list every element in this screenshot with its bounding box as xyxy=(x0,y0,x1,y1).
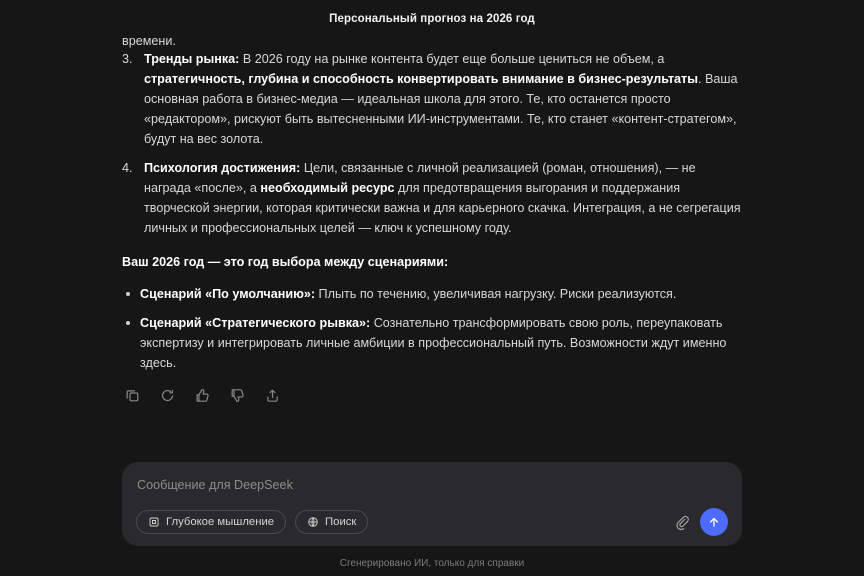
list-item xyxy=(122,159,742,239)
message-action-bar xyxy=(122,387,742,404)
thumbs-up-icon xyxy=(194,387,211,404)
clipped-text-line: времени. xyxy=(122,34,176,48)
deep-thinking-label: Глубокое мышление xyxy=(166,516,275,528)
thumbs-up-button[interactable] xyxy=(194,387,211,404)
composer-container xyxy=(122,462,742,550)
list-marker: 3. xyxy=(122,52,133,66)
composer-toolbar xyxy=(136,508,728,536)
page-title: Персональный прогноз на 2026 год xyxy=(329,13,535,25)
list-item xyxy=(122,314,742,374)
bullet-dot-icon xyxy=(126,292,130,296)
text-bold: Сценарий «По умолчанию»: xyxy=(140,286,316,301)
assistant-message xyxy=(122,34,742,404)
thumbs-down-icon xyxy=(229,387,246,404)
deep-thinking-toggle[interactable] xyxy=(136,510,286,534)
share-icon xyxy=(264,387,281,404)
list-item xyxy=(122,50,742,149)
list-item-text xyxy=(144,161,741,235)
search-toggle[interactable] xyxy=(295,510,368,534)
text-bold: Тренды рынка: xyxy=(144,52,240,66)
text-bold: Сценарий «Стратегического рывка»: xyxy=(140,315,371,330)
attach-button[interactable] xyxy=(674,514,700,530)
attach-icon xyxy=(674,514,690,530)
list-item-text xyxy=(140,287,676,301)
list-item xyxy=(122,285,742,305)
search-label: Поиск xyxy=(325,516,357,528)
numbered-list xyxy=(122,50,742,239)
send-button[interactable] xyxy=(700,508,728,536)
text-plain: Цели, связанные с личной реализацией (роман, отношения), — не награда «после», а xyxy=(144,161,696,196)
list-item-text xyxy=(140,316,726,370)
globe-icon xyxy=(307,516,319,528)
message-input[interactable] xyxy=(136,478,729,492)
text-plain: . Ваша основная работа в бизнес-медиа — идеальная школа для этого. Те, кто останется просто «редактором», рискуют быть вытесненными ИИ-инструментами. Те, кто станет «контент-стратегом», будут на вес золота. xyxy=(144,71,738,146)
brain-icon xyxy=(148,516,160,528)
disclaimer-text: Сгенерировано ИИ, только для справки xyxy=(339,557,525,569)
message-scroll-area[interactable] xyxy=(122,34,742,462)
text-plain: В 2026 году на рынке контента будет еще больше цениться не объем, а xyxy=(239,52,665,66)
copy-button[interactable] xyxy=(124,387,141,404)
lead-paragraph: Ваш 2026 год — это год выбора между сценариями: xyxy=(122,255,449,270)
text-plain: Сознательно трансформировать свою роль, переупаковать экспертизу и интегрировать личные амбиции в профессиональный путь. Возможности ждут именно здесь. xyxy=(140,315,727,370)
thumbs-down-button[interactable] xyxy=(229,387,246,404)
regenerate-icon xyxy=(159,387,176,404)
list-item-text xyxy=(144,52,738,146)
text-bold: необходимый ресурс xyxy=(260,181,395,196)
copy-icon xyxy=(124,387,141,404)
text-plain: Плыть по течению, увеличивая нагрузку. Риски реализуются. xyxy=(315,286,677,301)
arrow-up-icon xyxy=(707,515,721,529)
bullet-list xyxy=(122,285,742,374)
text-plain: для предотвращения выгорания и поддержания творческой энергии, которая критически важна и для карьерного скачка. Интеграция, а не сегрегация личных и профессиональных целей — ключ к успешному году. xyxy=(144,181,741,236)
share-button[interactable] xyxy=(264,387,281,404)
text-bold: Психология достижения: xyxy=(144,161,301,176)
footer xyxy=(0,550,864,576)
bullet-dot-icon xyxy=(126,321,130,325)
regenerate-button[interactable] xyxy=(159,387,176,404)
text-bold: стратегичность, глубина и способность конвертировать внимание в бизнес-результаты xyxy=(144,71,698,86)
list-marker: 4. xyxy=(122,161,133,176)
composer xyxy=(122,462,742,546)
